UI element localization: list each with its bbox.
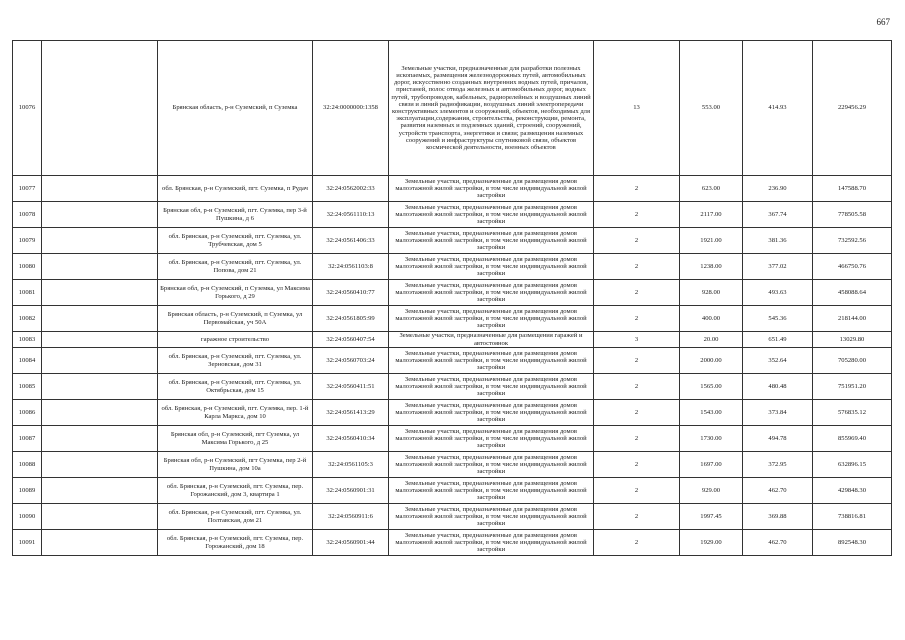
cadastral-value-cell: 778505.58 (813, 202, 892, 228)
empty-cell (42, 452, 158, 478)
cadastral-value-cell: 218144.00 (813, 306, 892, 332)
land-use-cell: Земельные участки, предназначенные для размещения домов малоэтажной жилой застройки, в том числе индивидуальной жилой застройки (389, 348, 594, 374)
empty-cell (42, 280, 158, 306)
table-row (13, 504, 892, 530)
land-use-cell: Земельные участки, предназначенные для размещения домов малоэтажной жилой застройки, в том числе индивидуальной жилой застройки (389, 254, 594, 280)
cadastral-value-cell: 732592.56 (813, 228, 892, 254)
price-cell: 352.64 (743, 348, 813, 374)
cadastral-number-cell: 32:24:0562002:33 (313, 176, 389, 202)
cadastral-value-cell: 751951.20 (813, 374, 892, 400)
category-cell: 2 (594, 228, 680, 254)
cadastral-number-cell: 32:24:0560410:77 (313, 280, 389, 306)
cadastral-number-cell: 32:24:0560901:44 (313, 530, 389, 556)
cadastral-number-cell: 32:24:0561805:99 (313, 306, 389, 332)
row-number: 10082 (13, 306, 42, 332)
area-cell: 1238.00 (680, 254, 743, 280)
cadastral-value-cell: 576835.12 (813, 400, 892, 426)
address-cell: Брянская обл, р-н Суземский, пгт Суземка, ул Максима Горького, д 25 (158, 426, 313, 452)
empty-cell (42, 374, 158, 400)
cadastral-number-cell: 32:24:0000000:1358 (313, 41, 389, 176)
area-cell: 1730.00 (680, 426, 743, 452)
cadastral-number-cell: 32:24:0561103:8 (313, 254, 389, 280)
cadastral-value-cell: 466750.76 (813, 254, 892, 280)
land-use-cell: Земельные участки, предназначенные для размещения домов малоэтажной жилой застройки, в том числе индивидуальной жилой застройки (389, 478, 594, 504)
address-cell: обл. Брянская, р-н Суземский, пгт. Суземка, пер. Горожанский, дом 3, квартира 1 (158, 478, 313, 504)
cadastral-registry-table (12, 40, 892, 556)
land-use-cell: Земельные участки, предназначенные для размещения домов малоэтажной жилой застройки, в том числе индивидуальной жилой застройки (389, 504, 594, 530)
cadastral-number-cell: 32:24:0560411:51 (313, 374, 389, 400)
price-cell: 381.36 (743, 228, 813, 254)
table-row (13, 530, 892, 556)
category-cell: 2 (594, 478, 680, 504)
land-use-cell: Земельные участки, предназначенные для размещения домов малоэтажной жилой застройки, в том числе индивидуальной жилой застройки (389, 280, 594, 306)
empty-cell (42, 254, 158, 280)
area-cell: 929.00 (680, 478, 743, 504)
table-row (13, 426, 892, 452)
table-body (13, 41, 892, 556)
cadastral-number-cell: 32:24:0560911:6 (313, 504, 389, 530)
cadastral-value-cell: 429848.30 (813, 478, 892, 504)
category-cell: 2 (594, 374, 680, 400)
area-cell: 553.00 (680, 41, 743, 176)
price-cell: 377.02 (743, 254, 813, 280)
category-cell: 2 (594, 280, 680, 306)
cadastral-value-cell: 458088.64 (813, 280, 892, 306)
table-row (13, 332, 892, 348)
table-row (13, 348, 892, 374)
category-cell: 2 (594, 504, 680, 530)
table-row (13, 478, 892, 504)
table-row (13, 254, 892, 280)
address-cell: Брянская область, р-н Суземский, п Суземка (158, 41, 313, 176)
area-cell: 20.00 (680, 332, 743, 348)
row-number: 10086 (13, 400, 42, 426)
empty-cell (42, 504, 158, 530)
price-cell: 372.95 (743, 452, 813, 478)
empty-cell (42, 306, 158, 332)
table-row (13, 374, 892, 400)
category-cell: 2 (594, 426, 680, 452)
area-cell: 2000.00 (680, 348, 743, 374)
area-cell: 400.00 (680, 306, 743, 332)
row-number: 10091 (13, 530, 42, 556)
price-cell: 462.70 (743, 530, 813, 556)
table-row (13, 202, 892, 228)
cadastral-value-cell: 855969.40 (813, 426, 892, 452)
price-cell: 545.36 (743, 306, 813, 332)
land-use-cell: Земельные участки, предназначенные для размещения домов малоэтажной жилой застройки, в том числе индивидуальной жилой застройки (389, 530, 594, 556)
area-cell: 928.00 (680, 280, 743, 306)
price-cell: 651.49 (743, 332, 813, 348)
area-cell: 1697.00 (680, 452, 743, 478)
category-cell: 2 (594, 530, 680, 556)
land-use-cell: Земельные участки, предназначенные для разработки полезных ископаемых, размещения железнодорожных путей, автомобильных дорог, искусственно созданных внутренних водных путей, причалов, пристаней, полос отвода железных и автомобильных дорог, водных путей, трубопроводов, кабельных, радиорелейных и воздушных линий связи и линий радиофикации, воздушных линий электропередачи конструктивных элементов и сооружений, объектов, необходимых для эксплуатации,содержания, строительства, реконструкции, ремонта, развития наземных и подземных зданий, строений, сооружений, устройств транспорта, энергетики и связи; размещения наземных сооружений и инфраструктуры спутниковой связи, объектов космической деятельности, военных объектов (389, 41, 594, 176)
table-row (13, 228, 892, 254)
row-number: 10081 (13, 280, 42, 306)
cadastral-value-cell: 229456.29 (813, 41, 892, 176)
empty-cell (42, 348, 158, 374)
row-number: 10079 (13, 228, 42, 254)
category-cell: 2 (594, 176, 680, 202)
price-cell: 462.70 (743, 478, 813, 504)
price-cell: 494.78 (743, 426, 813, 452)
row-number: 10083 (13, 332, 42, 348)
address-cell: обл. Брянская, р-н Суземский, пгт. Суземка, ул. Зерновская, дом 31 (158, 348, 313, 374)
price-cell: 369.88 (743, 504, 813, 530)
address-cell: Брянская обл, р-н Суземский, п Суземка, ул Максима Горького, д 29 (158, 280, 313, 306)
cadastral-value-cell: 13029.80 (813, 332, 892, 348)
row-number: 10084 (13, 348, 42, 374)
area-cell: 1921.00 (680, 228, 743, 254)
empty-cell (42, 478, 158, 504)
cadastral-value-cell: 738816.81 (813, 504, 892, 530)
table-row (13, 306, 892, 332)
cadastral-number-cell: 32:24:0560703:24 (313, 348, 389, 374)
address-cell: Брянская обл, р-н Суземский, пгт Суземка, пер 2-й Пушкина, дом 10а (158, 452, 313, 478)
page-number: 667 (876, 17, 890, 27)
land-use-cell: Земельные участки, предназначенные для размещения домов малоэтажной жилой застройки, в том числе индивидуальной жилой застройки (389, 426, 594, 452)
price-cell: 236.90 (743, 176, 813, 202)
price-cell: 480.48 (743, 374, 813, 400)
row-number: 10087 (13, 426, 42, 452)
address-cell: обл. Брянская, р-н Суземский, пгт. Суземка, пер. Горожанский, дом 18 (158, 530, 313, 556)
land-use-cell: Земельные участки, предназначенные для размещения домов малоэтажной жилой застройки, в том числе индивидуальной жилой застройки (389, 452, 594, 478)
row-number: 10076 (13, 41, 42, 176)
table-row (13, 41, 892, 176)
address-cell: обл. Брянская, р-н Суземский, пгт. Суземка, ул. Попова, дом 21 (158, 254, 313, 280)
empty-cell (42, 400, 158, 426)
category-cell: 2 (594, 452, 680, 478)
empty-cell (42, 41, 158, 176)
row-number: 10089 (13, 478, 42, 504)
price-cell: 367.74 (743, 202, 813, 228)
address-cell: обл. Брянская, р-н Суземский, пгт. Суземка, ул. Октябрьская, дом 15 (158, 374, 313, 400)
row-number: 10085 (13, 374, 42, 400)
price-cell: 373.84 (743, 400, 813, 426)
empty-cell (42, 176, 158, 202)
table-row (13, 400, 892, 426)
category-cell: 2 (594, 306, 680, 332)
cadastral-number-cell: 32:24:0560410:34 (313, 426, 389, 452)
area-cell: 1997.45 (680, 504, 743, 530)
area-cell: 1543.00 (680, 400, 743, 426)
land-use-cell: Земельные участки, предназначенные для размещения домов малоэтажной жилой застройки, в том числе индивидуальной жилой застройки (389, 228, 594, 254)
category-cell: 2 (594, 400, 680, 426)
row-number: 10077 (13, 176, 42, 202)
land-use-cell: Земельные участки, предназначенные для размещения домов малоэтажной жилой застройки, в том числе индивидуальной жилой застройки (389, 176, 594, 202)
cadastral-value-cell: 632896.15 (813, 452, 892, 478)
cadastral-value-cell: 705280.00 (813, 348, 892, 374)
empty-cell (42, 228, 158, 254)
land-use-cell: Земельные участки, предназначенные для размещения домов малоэтажной жилой застройки, в том числе индивидуальной жилой застройки (389, 202, 594, 228)
area-cell: 1929.00 (680, 530, 743, 556)
cadastral-number-cell: 32:24:0561110:13 (313, 202, 389, 228)
price-cell: 493.63 (743, 280, 813, 306)
cadastral-value-cell: 147588.70 (813, 176, 892, 202)
address-cell: Брянская обл, р-н Суземский, пгт. Суземка, пер 3-й Пушкина, д 6 (158, 202, 313, 228)
address-cell: обл. Брянская, р-н Суземский, пгт. Суземка, ул. Трубчевская, дом 5 (158, 228, 313, 254)
address-cell: гаражное строительство (158, 332, 313, 348)
row-number: 10088 (13, 452, 42, 478)
cadastral-number-cell: 32:24:0560407:54 (313, 332, 389, 348)
area-cell: 2117.00 (680, 202, 743, 228)
land-use-cell: Земельные участки, предназначенные для размещения домов малоэтажной жилой застройки, в том числе индивидуальной жилой застройки (389, 306, 594, 332)
category-cell: 2 (594, 348, 680, 374)
area-cell: 623.00 (680, 176, 743, 202)
area-cell: 1565.00 (680, 374, 743, 400)
address-cell: обл. Брянская, р-н Суземский, пгт. Суземка, пер. 1-й Карла Маркса, дом 10 (158, 400, 313, 426)
cadastral-number-cell: 32:24:0561406:33 (313, 228, 389, 254)
empty-cell (42, 332, 158, 348)
address-cell: Брянская область, р-н Суземский, п Суземка, ул Первомайская, уч 50А (158, 306, 313, 332)
empty-cell (42, 202, 158, 228)
address-cell: обл. Брянская, р-н Суземский, пгт. Суземка, ул. Полтавская, дом 21 (158, 504, 313, 530)
cadastral-number-cell: 32:24:0561105:3 (313, 452, 389, 478)
row-number: 10078 (13, 202, 42, 228)
table-row (13, 452, 892, 478)
cadastral-number-cell: 32:24:0561413:29 (313, 400, 389, 426)
land-use-cell: Земельные участки, предназначенные для размещения домов малоэтажной жилой застройки, в том числе индивидуальной жилой застройки (389, 400, 594, 426)
land-use-cell: Земельные участки, предназначенные для размещения домов малоэтажной жилой застройки, в том числе индивидуальной жилой застройки (389, 374, 594, 400)
table-row (13, 280, 892, 306)
cadastral-value-cell: 892548.30 (813, 530, 892, 556)
category-cell: 2 (594, 202, 680, 228)
category-cell: 2 (594, 254, 680, 280)
category-cell: 13 (594, 41, 680, 176)
address-cell: обл. Брянская, р-н Суземский, пгт. Суземка, п Рудач (158, 176, 313, 202)
table-row (13, 176, 892, 202)
empty-cell (42, 426, 158, 452)
category-cell: 3 (594, 332, 680, 348)
row-number: 10090 (13, 504, 42, 530)
price-cell: 414.93 (743, 41, 813, 176)
empty-cell (42, 530, 158, 556)
row-number: 10080 (13, 254, 42, 280)
land-use-cell: Земельные участки, предназначенные для размещения гаражей и автостоянок (389, 332, 594, 348)
cadastral-number-cell: 32:24:0560901:31 (313, 478, 389, 504)
